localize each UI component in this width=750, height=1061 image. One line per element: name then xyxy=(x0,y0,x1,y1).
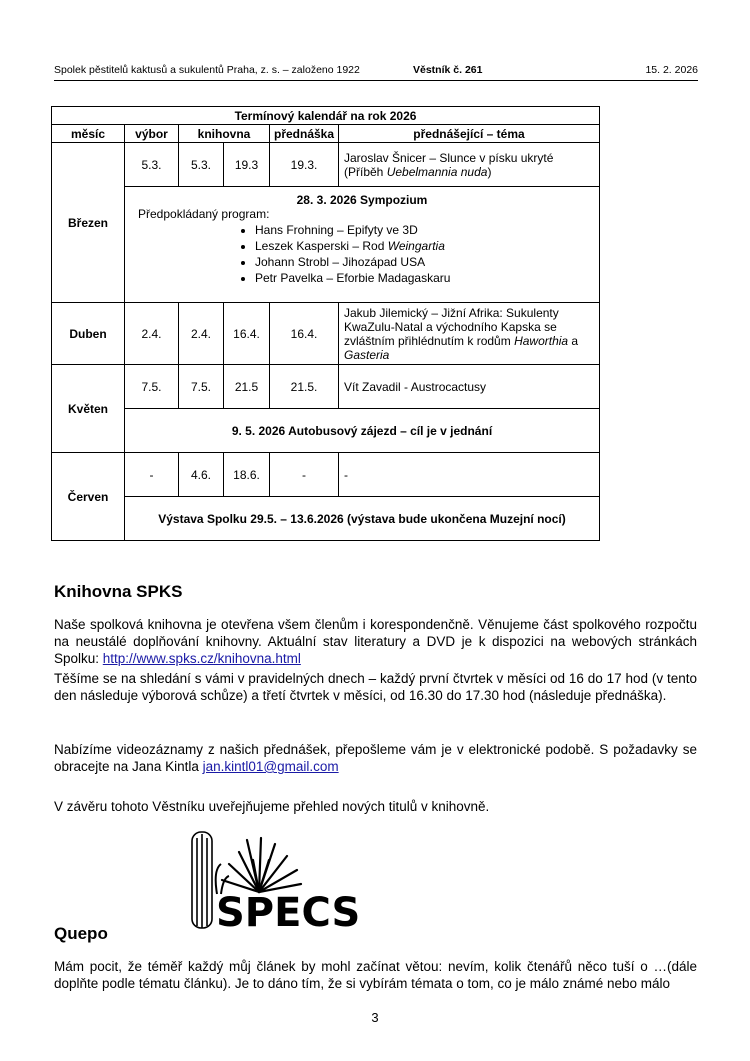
logo-text: SPECS xyxy=(216,890,361,936)
lecture-date: 16.4. xyxy=(270,303,339,365)
col-committee: výbor xyxy=(125,125,179,143)
col-library: knihovna xyxy=(179,125,270,143)
section-heading-library: Knihovna SPKS xyxy=(54,582,183,601)
list-item xyxy=(255,239,594,253)
topic-text: (Příběh xyxy=(344,164,387,179)
library-date: 5.3. xyxy=(179,143,224,187)
committee-date: 2.4. xyxy=(125,303,179,365)
lecture-topic: Vít Zavadil - Austrocactusy xyxy=(339,365,600,409)
committee-date: 5.3. xyxy=(125,143,179,187)
col-month: měsíc xyxy=(52,125,125,143)
lecture-topic xyxy=(339,143,600,187)
program-item-italic: Weingartia xyxy=(387,239,445,253)
library-url-link[interactable]: http://www.spks.cz/knihovna.html xyxy=(102,651,301,666)
header-date: 15. 2. 2026 xyxy=(645,64,698,76)
month-cell: Duben xyxy=(52,303,125,365)
lecture-topic: - xyxy=(339,453,600,497)
page-number: 3 xyxy=(371,1010,379,1025)
list-item xyxy=(255,255,594,269)
calendar-title: Termínový kalendář na rok 2026 xyxy=(52,107,600,125)
library-date: 18.6. xyxy=(224,453,270,497)
symposium-heading: 28. 3. 2026 Sympozium xyxy=(296,193,428,207)
lecture-date: 19.3. xyxy=(270,143,339,187)
new-titles-paragraph: V závěru tohoto Věstníku uveřejňujeme přehled nových titulů v knihovně. xyxy=(54,799,490,814)
lecture-date: 21.5. xyxy=(270,365,339,409)
library-paragraph xyxy=(54,616,697,667)
list-item xyxy=(255,223,594,237)
topic-text: Jaroslav Šnicer – Slunce v písku ukryté xyxy=(344,150,554,165)
header-issue: Věstník č. 261 xyxy=(413,64,483,76)
table-row xyxy=(52,143,600,187)
library-hours-paragraph: Těšíme se na shledání s vámi v pravidelných dnech – každý první čtvrtek v měsíci od 16 do 17 hod (v tento den následuje výborová schůze) a třetí čtvrtek v měsíci, od 16.30 do 17.30 hod (následuje přednáška). xyxy=(54,671,697,703)
library-date: 4.6. xyxy=(179,453,224,497)
paragraph-text: Naše spolková knihovna je otevřena všem členům i korespondenčně. Věnujeme část spolkového rozpočtu na neustálé doplňování knihovny. Aktuální stav literatury a DVD je k dispozici na webových stránkách Spolku: xyxy=(54,617,697,666)
program-item-text: Leszek Kasperski – Rod xyxy=(255,239,388,253)
lecture-date: - xyxy=(270,453,339,497)
topic-italic: Haworthia xyxy=(514,333,569,348)
header-society-name: Spolek pěstitelů kaktusů a sukulentů Praha, z. s. – založeno 1922 xyxy=(54,64,360,76)
lecture-topic xyxy=(339,303,600,365)
video-paragraph xyxy=(54,741,697,775)
library-date: 7.5. xyxy=(179,365,224,409)
event-calendar-table xyxy=(51,106,600,541)
list-item xyxy=(255,271,594,285)
table-row xyxy=(52,303,600,365)
paragraph-text: Nabízíme videozáznamy z našich přednášek, přepošleme vám je v elektronické podobě. S požadavky se obracejte na Jana Kintla xyxy=(54,742,697,774)
month-cell: Březen xyxy=(52,143,125,303)
symposium-cell xyxy=(125,187,600,303)
library-date: 16.4. xyxy=(224,303,270,365)
col-lecture: přednáška xyxy=(270,125,339,143)
program-label: Předpokládaný program: xyxy=(138,207,270,221)
table-row xyxy=(52,453,600,497)
email-link[interactable]: jan.kintl01@gmail.com xyxy=(202,759,339,774)
table-row xyxy=(52,187,600,303)
col-topic: přednášející – téma xyxy=(339,125,600,143)
table-row xyxy=(52,409,600,453)
program-item-text: Johann Strobl – Jihozápad USA xyxy=(255,255,426,269)
topic-text: ) xyxy=(487,164,492,179)
specs-logo xyxy=(189,830,361,936)
topic-italic: Uebelmannia nuda xyxy=(386,164,488,179)
program-item-text: Hans Frohning – Epifyty ve 3D xyxy=(255,223,418,237)
topic-text: a xyxy=(568,333,579,348)
event-cell: Výstava Spolku 29.5. – 13.6.2026 (výstava bude ukončena Muzejní nocí) xyxy=(125,497,600,541)
topic-text: Jakub Jilemický – Jižní Afrika: Sukulenty KwaZulu-Natal a východního Kapska se zvláštním přihlédnutím k rodům xyxy=(344,305,559,348)
month-cell: Květen xyxy=(52,365,125,453)
library-date: 19.3 xyxy=(224,143,270,187)
program-item-text: Petr Pavelka – Eforbie Madagaskaru xyxy=(255,271,451,285)
library-date: 2.4. xyxy=(179,303,224,365)
library-date: 21.5 xyxy=(224,365,270,409)
event-cell: 9. 5. 2026 Autobusový zájezd – cíl je v jednání xyxy=(125,409,600,453)
table-row xyxy=(52,497,600,541)
table-row xyxy=(52,365,600,409)
committee-date: - xyxy=(125,453,179,497)
committee-date: 7.5. xyxy=(125,365,179,409)
program-list xyxy=(130,223,594,285)
page-header xyxy=(54,64,698,81)
section-heading-quepo: Quepo xyxy=(54,924,108,943)
calendar-header-row xyxy=(52,125,600,143)
month-cell: Červen xyxy=(52,453,125,541)
quepo-paragraph: Mám pocit, že téměř každý můj článek by mohl začínat větou: nevím, kolik čtenářů něco tuší o …(dále doplňte podle tématu článku). Je to dáno tím, že si vybírám témata o tom, co je málo známé nebo málo xyxy=(54,959,697,991)
topic-italic: Gasteria xyxy=(344,347,390,362)
